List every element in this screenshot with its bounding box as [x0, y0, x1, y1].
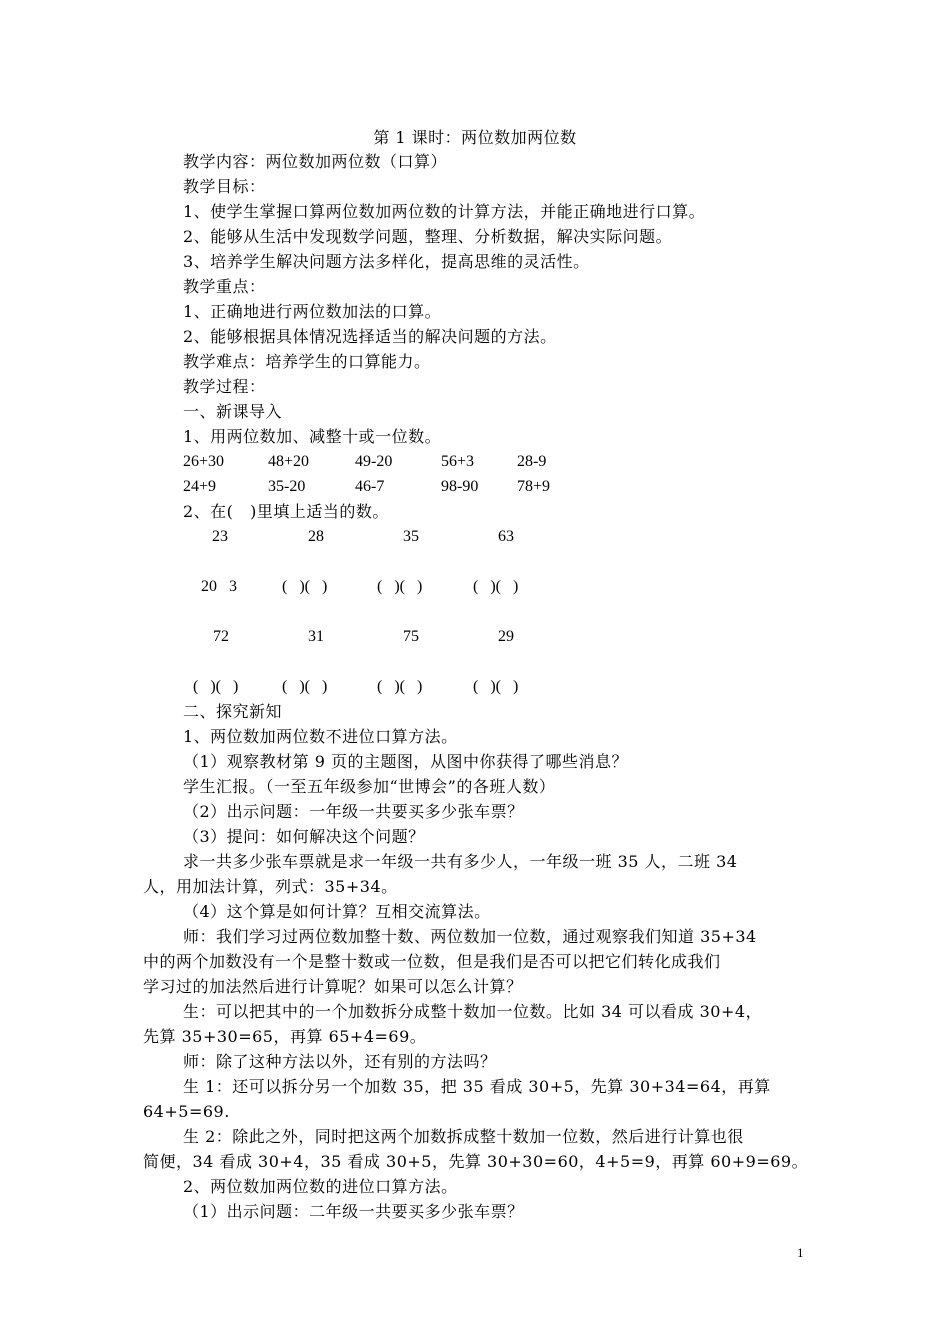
text-line: 师：除了这种方法以外，还有别的方法吗？ [183, 1052, 497, 1071]
text-line: （4）这个算是如何计算？互相交流算法。 [183, 902, 491, 921]
exercise-item: 49-20 [355, 453, 393, 470]
text-line: 中的两个加数没有一个是整十数或一位数，但是我们是否可以把它们转化成我们 [143, 952, 721, 971]
exercise-item: 56+3 [441, 453, 475, 470]
split-parts: 20 3 [201, 578, 237, 595]
exercise-item: 98-90 [441, 478, 479, 495]
exercise-item: 28-9 [517, 453, 547, 470]
text-line: （2）出示问题：一年级一共要买多少张车票？ [183, 802, 524, 821]
split-number: 63 [498, 528, 514, 545]
text-line: 生：可以把其中的一个加数拆分成整十数加一位数。比如 34 可以看成 30+4， [183, 1002, 763, 1021]
exercise-item: 48+20 [268, 453, 310, 470]
split-number: 75 [403, 628, 419, 645]
text-line: 1、正确地进行两位数加法的口算。 [183, 302, 442, 321]
split-parts: ( )( ) [282, 678, 328, 695]
exercise-item: 78+9 [517, 478, 551, 495]
text-line: 1、两位数加两位数不进位口算方法。 [183, 727, 458, 746]
text-line: 教学过程： [183, 377, 266, 396]
split-number: 31 [308, 628, 324, 645]
text-line: 人，用加法计算，列式：35+34。 [143, 877, 398, 896]
text-line: （1）观察教材第 9 页的主题图，从图中你获得了哪些消息？ [183, 752, 629, 771]
text-line: 教学内容：两位数加两位数（口算） [183, 152, 448, 171]
text-line: 学习过的加法然后进行计算呢？如果可以怎么计算？ [143, 977, 523, 996]
text-line: 求一共多少张车票就是求一年级一共有多少人，一年级一班 35 人，二班 34 [183, 852, 738, 871]
text-line: 师：我们学习过两位数加整十数、两位数加一位数，通过观察我们知道 35+34 [183, 927, 757, 946]
text-line: 1、使学生掌握口算两位数加两位数的计算方法，并能正确地进行口算。 [183, 202, 706, 221]
text-line: 一、新课导入 [183, 402, 283, 421]
split-number: 28 [308, 528, 324, 545]
text-line: 简便，34 看成 30+4，35 看成 30+5，先算 30+30=60，4+5=9，再算 60+9=69。 [143, 1152, 809, 1171]
text-line: 学生汇报。（一至五年级参加“世博会”的各班人数） [183, 777, 556, 796]
text-line: （1）出示问题：二年级一共要买多少张车票？ [183, 1202, 524, 1221]
text-line: 2、能够根据具体情况选择适当的解决问题的方法。 [183, 327, 557, 346]
text-line: 64+5=69. [143, 1102, 230, 1121]
split-parts: ( )( ) [473, 578, 519, 595]
text-line: 先算 35+30=65，再算 65+4=69。 [143, 1027, 427, 1046]
text-line: 教学目标： [183, 177, 266, 196]
split-parts: ( )( ) [377, 678, 423, 695]
split-parts: ( )( ) [282, 578, 328, 595]
split-number: 29 [498, 628, 514, 645]
text-line: 2、能够从生活中发现数学问题，整理、分析数据，解决实际问题。 [183, 227, 673, 246]
split-parts: ( )( ) [193, 678, 239, 695]
text-line: 二、探究新知 [183, 702, 283, 721]
exercise-item: 24+9 [183, 478, 217, 495]
exercise-item: 26+30 [183, 453, 225, 470]
text-line: 教学难点：培养学生的口算能力。 [183, 352, 431, 371]
text-line: 3、培养学生解决问题方法多样化，提高思维的灵活性。 [183, 252, 590, 271]
text-line: 1、用两位数加、减整十或一位数。 [183, 427, 442, 446]
text-line: 生 2：除此之外，同时把这两个加数拆成整十数加一位数，然后进行计算也很 [183, 1127, 744, 1146]
split-parts: ( )( ) [377, 578, 423, 595]
split-number: 23 [212, 528, 228, 545]
text-line: 2、两位数加两位数的进位口算方法。 [183, 1177, 458, 1196]
text-line: 生 1：还可以拆分另一个加数 35，把 35 看成 30+5，先算 30+34=64，再算 [183, 1077, 771, 1096]
text-line: 教学重点： [183, 277, 266, 296]
page-title: 第 1 课时：两位数加两位数 [373, 128, 577, 147]
exercise-item: 46-7 [355, 478, 385, 495]
split-parts: ( )( ) [473, 678, 519, 695]
exercise-item: 35-20 [268, 478, 306, 495]
text-line: 2、在( )里填上适当的数。 [183, 502, 389, 521]
text-line: （3）提问：如何解决这个问题？ [183, 827, 425, 846]
split-number: 35 [403, 528, 419, 545]
split-number: 72 [213, 628, 229, 645]
page-number: 1 [797, 1245, 804, 1260]
